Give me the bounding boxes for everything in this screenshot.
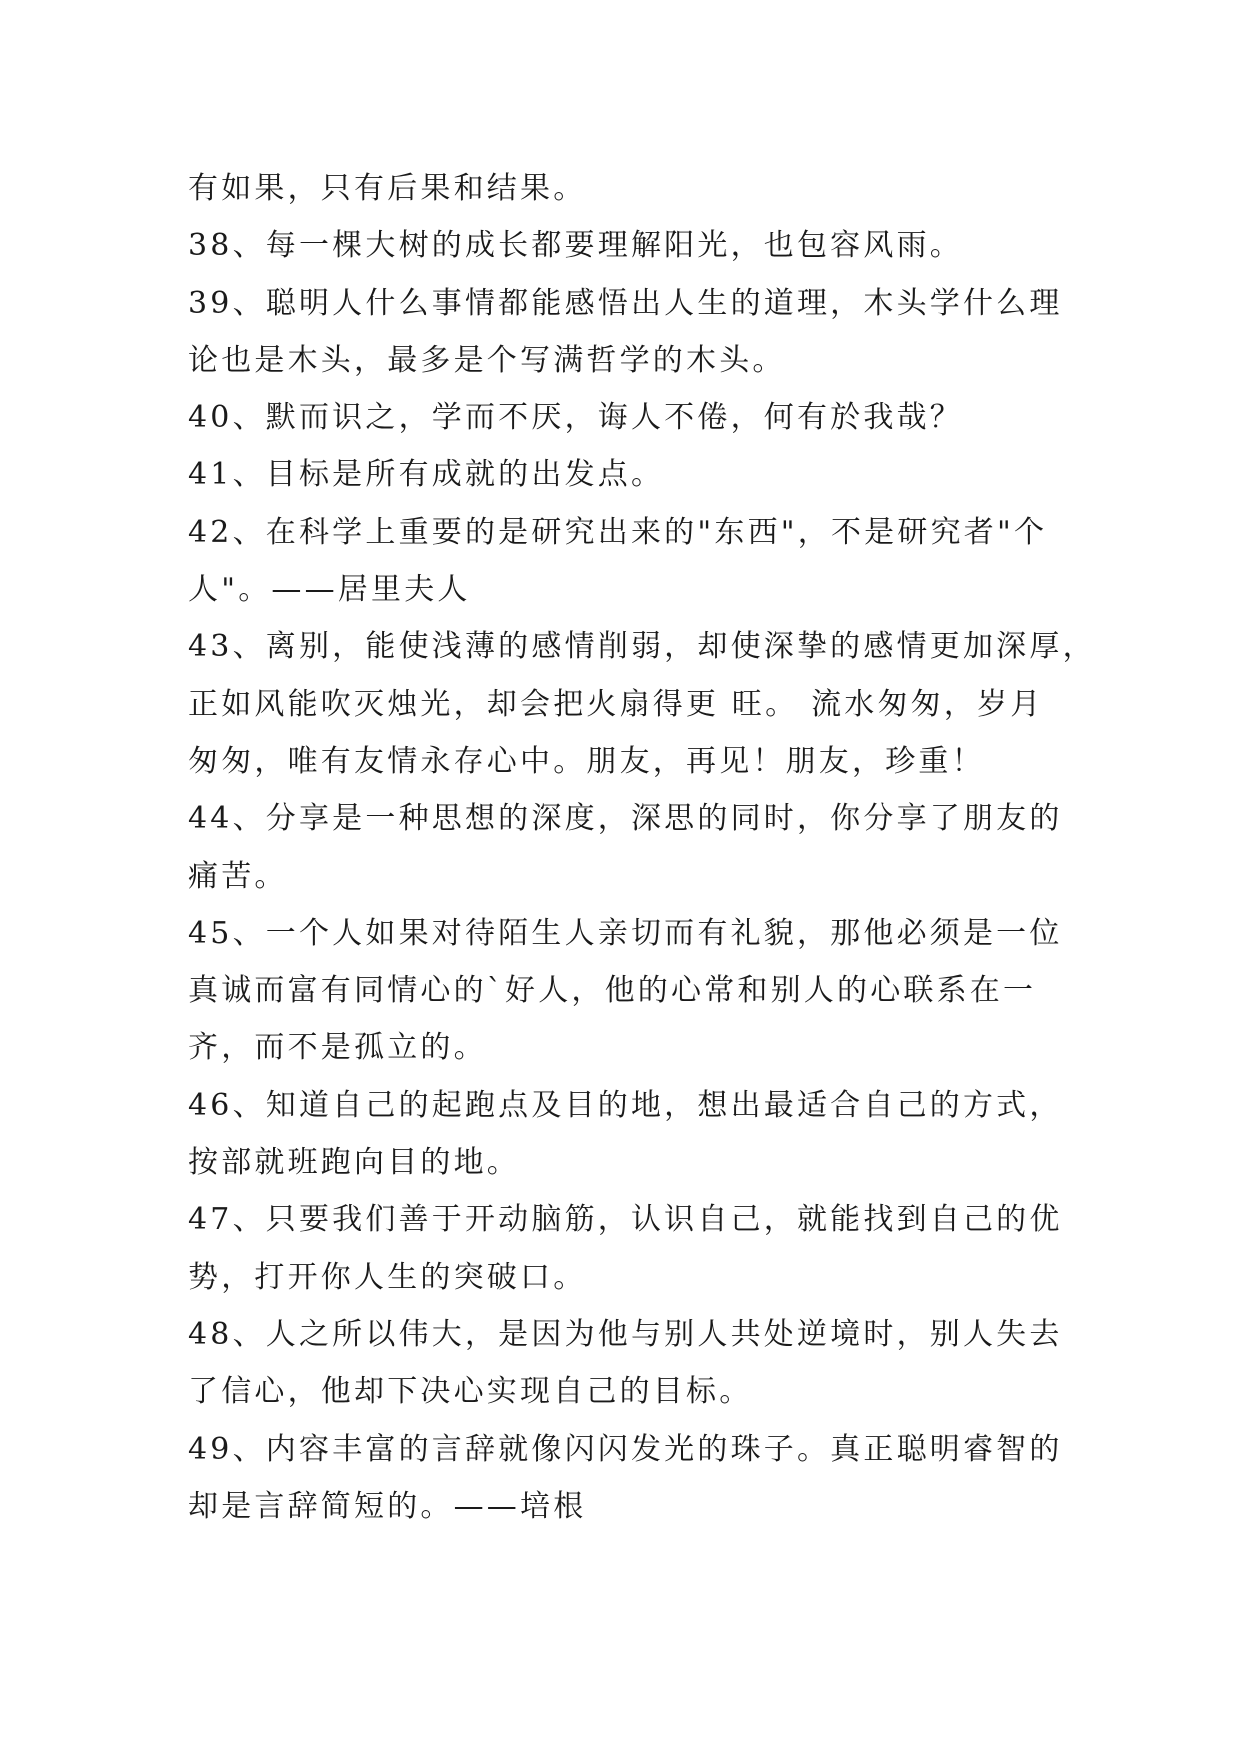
text-line: 47、只要我们善于开动脑筋，认识自己，就能找到自己的优 — [188, 1202, 1063, 1238]
text-line: 按部就班跑向目的地。 — [188, 1145, 520, 1181]
text-line: 却是言辞简短的。——培根 — [188, 1488, 587, 1524]
text-line: 了信心，他却下决心实现自己的目标。 — [188, 1374, 753, 1410]
document-body — [188, 160, 1096, 1535]
text-line: 势，打开你人生的突破口。 — [188, 1259, 587, 1295]
text-line: 48、人之所以伟大，是因为他与别人共处逆境时，别人失去 — [188, 1316, 1063, 1352]
text-line: 41、目标是所有成就的出发点。 — [188, 457, 665, 493]
text-line: 痛苦。 — [188, 858, 288, 894]
text-line: 人"。——居里夫人 — [188, 572, 471, 608]
text-line: 39、聪明人什么事情都能感悟出人生的道理，木头学什么理 — [188, 285, 1063, 321]
text-line: 46、知道自己的起跑点及目的地，想出最适合自己的方式， — [188, 1087, 1063, 1123]
text-line: 真诚而富有同情心的`好人，他的心常和别人的心联系在一 — [188, 973, 1037, 1009]
text-line: 40、默而识之，学而不厌，诲人不倦，何有於我哉？ — [188, 400, 963, 436]
text-line: 有如果，只有后果和结果。 — [188, 171, 587, 206]
text-line: 齐，而不是孤立的。 — [188, 1030, 487, 1066]
text-line: 论也是木头，最多是个写满哲学的木头。 — [188, 342, 786, 378]
text-line: 38、每一棵大树的成长都要理解阳光，也包容风雨。 — [188, 228, 963, 264]
text-line: 正如风能吹灭烛光，却会把火扇得更 旺。 流水匆匆，岁月 — [188, 686, 1044, 722]
text-line: 43、离别，能使浅薄的感情削弱，却使深挚的感情更加深厚， — [188, 629, 1096, 665]
text-line: 匆匆，唯有友情永存心中。朋友，再见！朋友，珍重！ — [188, 743, 985, 779]
text-line: 45、一个人如果对待陌生人亲切而有礼貌，那他必须是一位 — [188, 915, 1063, 951]
text-line: 44、分享是一种思想的深度，深思的同时，你分享了朋友的 — [188, 801, 1063, 837]
text-line: 42、在科学上重要的是研究出来的"东西"，不是研究者"个 — [188, 514, 1048, 550]
text-line: 49、内容丰富的言辞就像闪闪发光的珠子。真正聪明睿智的 — [188, 1431, 1063, 1467]
